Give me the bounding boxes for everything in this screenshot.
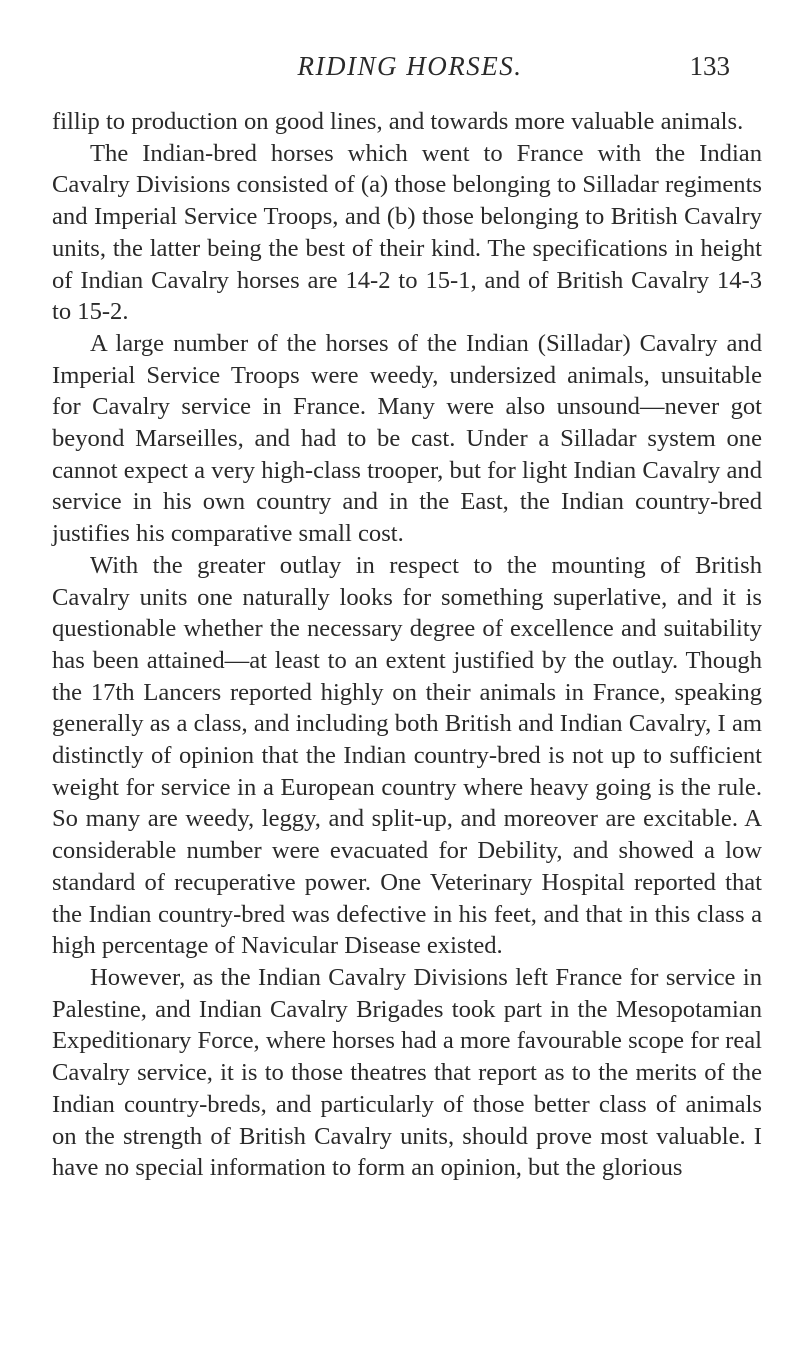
page-number: 133 — [689, 51, 730, 81]
paragraph-continued: fillip to production on good lines, and towards more valuable animals. — [52, 108, 744, 135]
paragraph-silladar-cavalry: A large number of the horses of the Indian (Silladar) Cavalry and Imperial Service Troops were weedy, undersized animals, unsuitable for Cavalry service in France. Many were also unsound—never got beyond Marseilles, and had to be cast. Under a Silladar system one cannot expect a very high-class trooper, but for light Indian Cavalry and service in his own country and in the East, the Indian country-bred justifies his comparative small cost. — [52, 329, 762, 548]
paragraph-palestine-mesopotamia: However, as the Indian Cavalry Divisions left France for service in Palestine, and Indian Cavalry Brigades took part in the Mesopotamian Expeditionary Force, where horses had a more favourable scope for real Cavalry service, it is to those theatres that report as to the merits of the Indian country-breds, and particularly of those better class of animals on the strength of British Cavalry units, should prove most valuable. I have no special information to form an opinion, but the glorious — [52, 963, 762, 1182]
running-header — [90, 46, 730, 86]
body-text — [52, 106, 762, 1184]
paragraph-indian-bred-horses: The Indian-bred horses which went to France with the Indian Cavalry Divisions consisted of (a) those belonging to Silladar regiments and Imperial Service Troops, and (b) those belonging to British Cavalry units, the latter being the best of their kind. The specifications in height of Indian Cavalry horses are 14-2 to 15-1, and of British Cavalry 14-3 to 15-2. — [52, 139, 762, 326]
paragraph-british-cavalry-outlay: With the greater outlay in respect to the mounting of British Cavalry units one naturally looks for something superlative, and it is questionable whether the necessary degree of excellence and suitability has been attained—at least to an extent justified by the outlay. Though the 17th Lancers reported highly on their animals in France, speaking generally as a class, and including both British and Indian Cavalry, I am distinctly of opinion that the Indian country-bred is not up to sufficient weight for service in a European country where heavy going is the rule. So many are weedy, leggy, and split-up, and moreover are excitable. A considerable number were evacuated for Debility, and showed a low standard of recuperative power. One Veterinary Hospital reported that the Indian country-bred was defective in his feet, and that in this class a high percentage of Navicular Disease existed. — [52, 551, 762, 960]
running-title: RIDING HORSES. — [297, 51, 523, 81]
